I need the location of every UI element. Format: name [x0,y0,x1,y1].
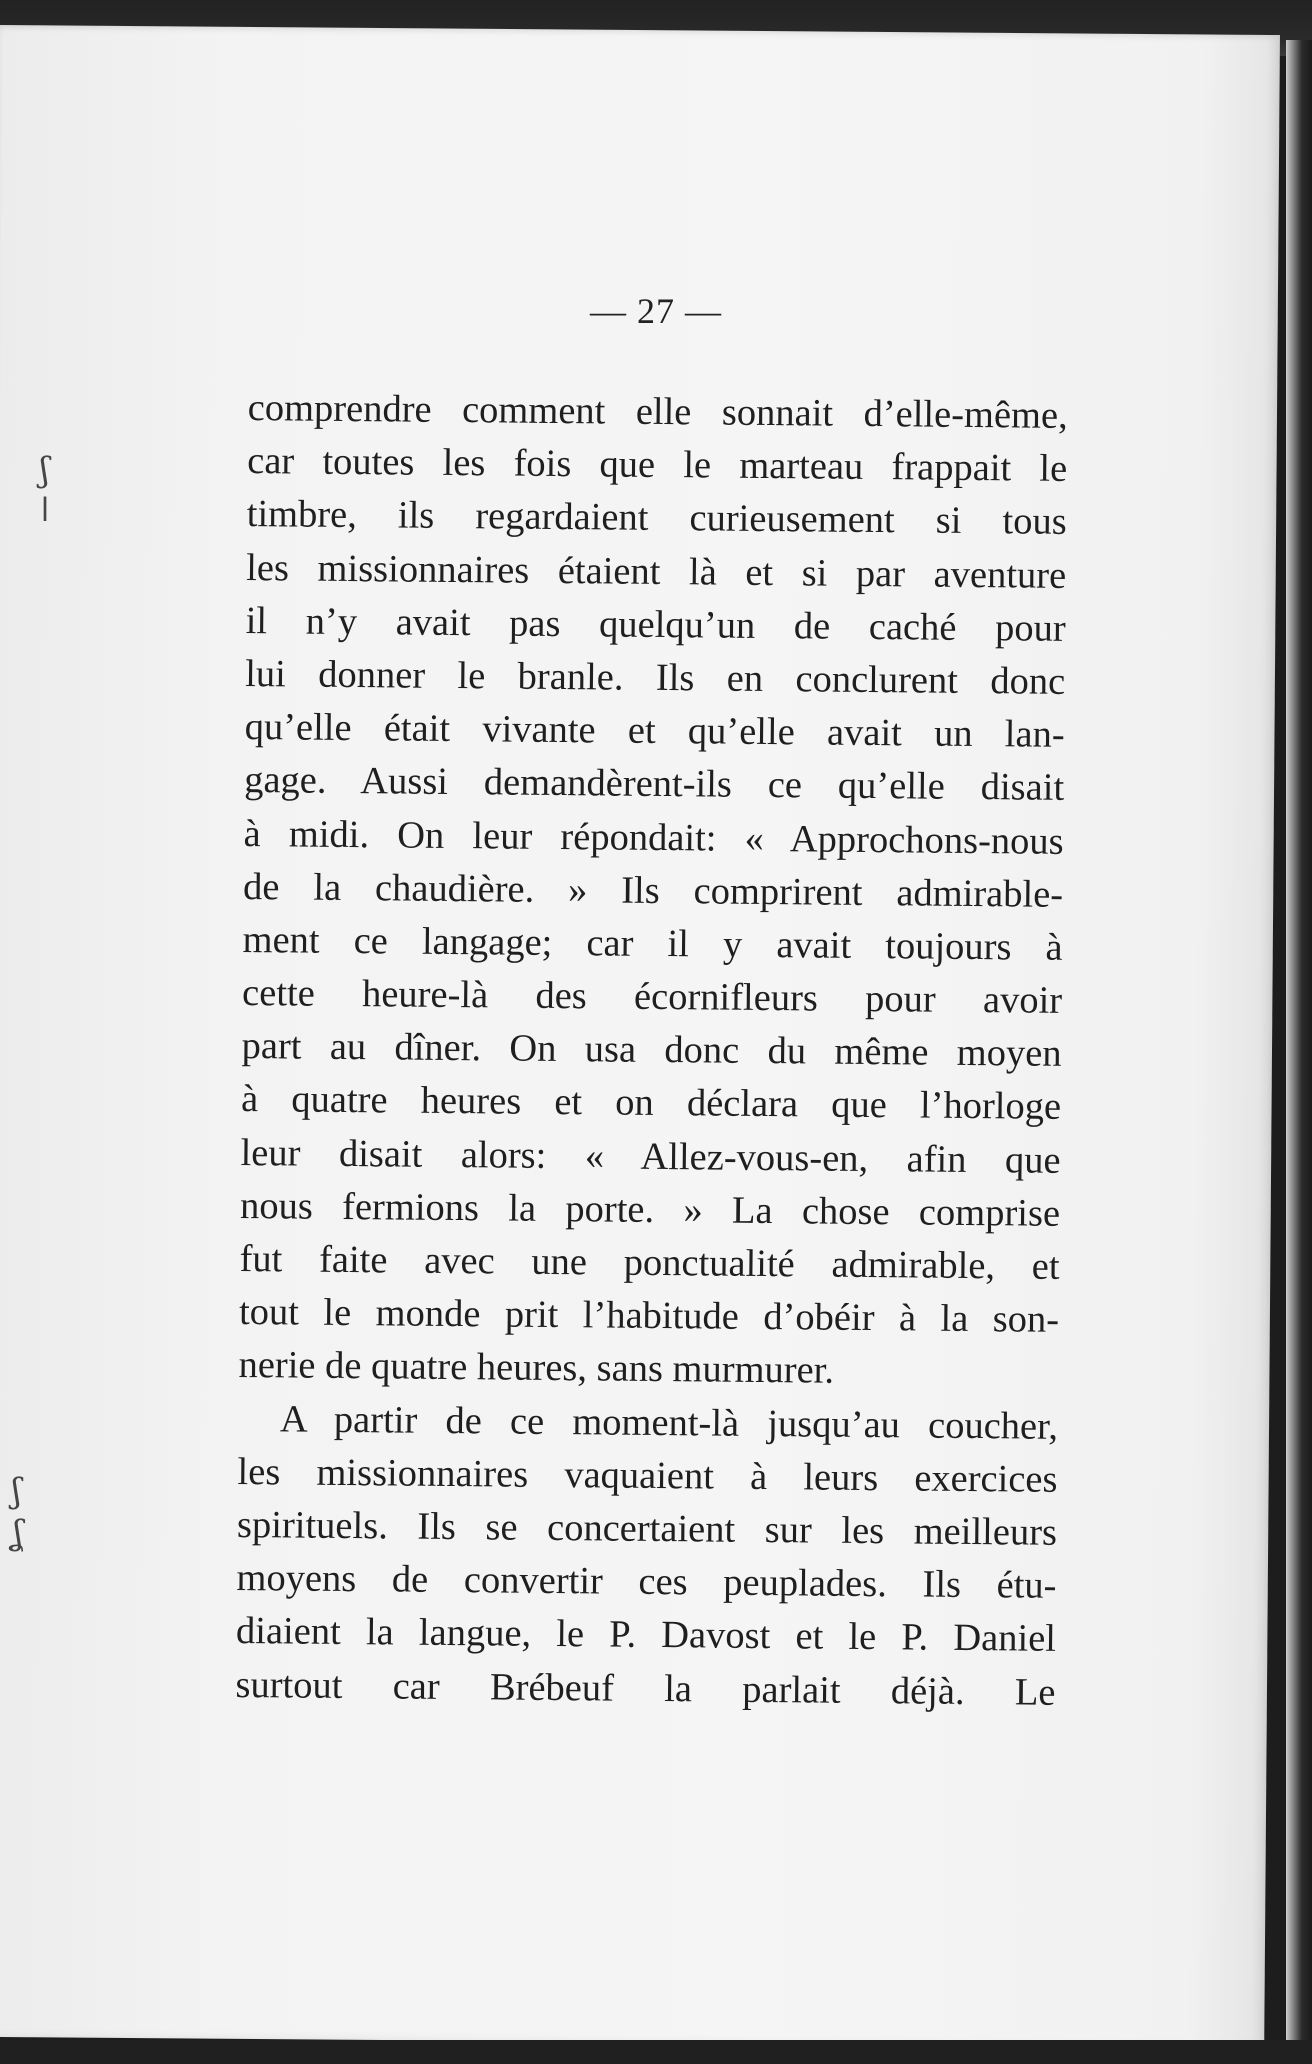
text-line: surtout car Brébeuf la parlait déjà. Le [235,1663,1056,1714]
text-line: diaient la langue, le P. Davost et le P. Daniel [235,1610,1057,1661]
text-line: il n’y avait pas quelqu’un de caché pour [245,599,1066,650]
binding-mark-bottom-icon: ʃ ʆ [12,1471,24,1553]
text-line: part au dîner. On usa donc du même moyen [241,1025,1062,1076]
text-line: ment ce langage; car il y avait toujours à [242,918,1063,969]
text-line: comprendre comment elle sonnait d’elle-même, [247,386,1068,437]
page-number: — 27 — [590,291,722,331]
binding-mark-top-icon: ʃ ǀ [40,450,51,530]
text-line: nous fermions la porte. » La chose comprise [239,1184,1061,1235]
text-line: lui donner le branle. Ils en conclurent donc [244,652,1066,703]
scan-bottom-border [0,2040,1312,2064]
text-line: à quatre heures et on déclara que l’horloge [240,1078,1062,1129]
text-line: tout le monde prit l’habitude d’obéir à la son- [238,1291,1060,1342]
paragraph-start-line: A partir de ce moment-là jusqu’au coucher, [279,1397,1059,1448]
text-line: les missionnaires étaient là et si par aventure [246,546,1067,597]
text-line: fut faite avec une ponctualité admirable, et [239,1237,1060,1288]
text-line: de la chaudière. » Ils comprirent admirable- [242,865,1064,916]
text-line: moyens de convertir ces peuplades. Ils étu- [236,1557,1057,1607]
page-body-text [235,382,1068,1719]
text-line: car toutes les fois que le marteau frappait le [247,440,1068,491]
text-line: cette heure-là des écornifleurs pour avoir [241,972,1063,1022]
text-line: spirituels. Ils se concertaient sur les meilleurs [236,1503,1058,1554]
text-line: timbre, ils regardaient curieusement si tous [246,493,1067,544]
paragraph-end-line: nerie de quatre heures, sans murmurer. [238,1344,835,1393]
text-line: leur disait alors: « Allez-vous-en, afin que [240,1131,1061,1182]
text-line: qu’elle était vivante et qu’elle avait un lan- [244,706,1065,756]
text-line: gage. Aussi demandèrent-ils ce qu’elle disait [243,759,1065,810]
text-line: à midi. On leur répondait: « Approchons-nous [243,812,1064,863]
text-line: les missionnaires vaquaient à leurs exercices [237,1450,1058,1501]
page-right-edge-shadow [1286,40,1312,2050]
